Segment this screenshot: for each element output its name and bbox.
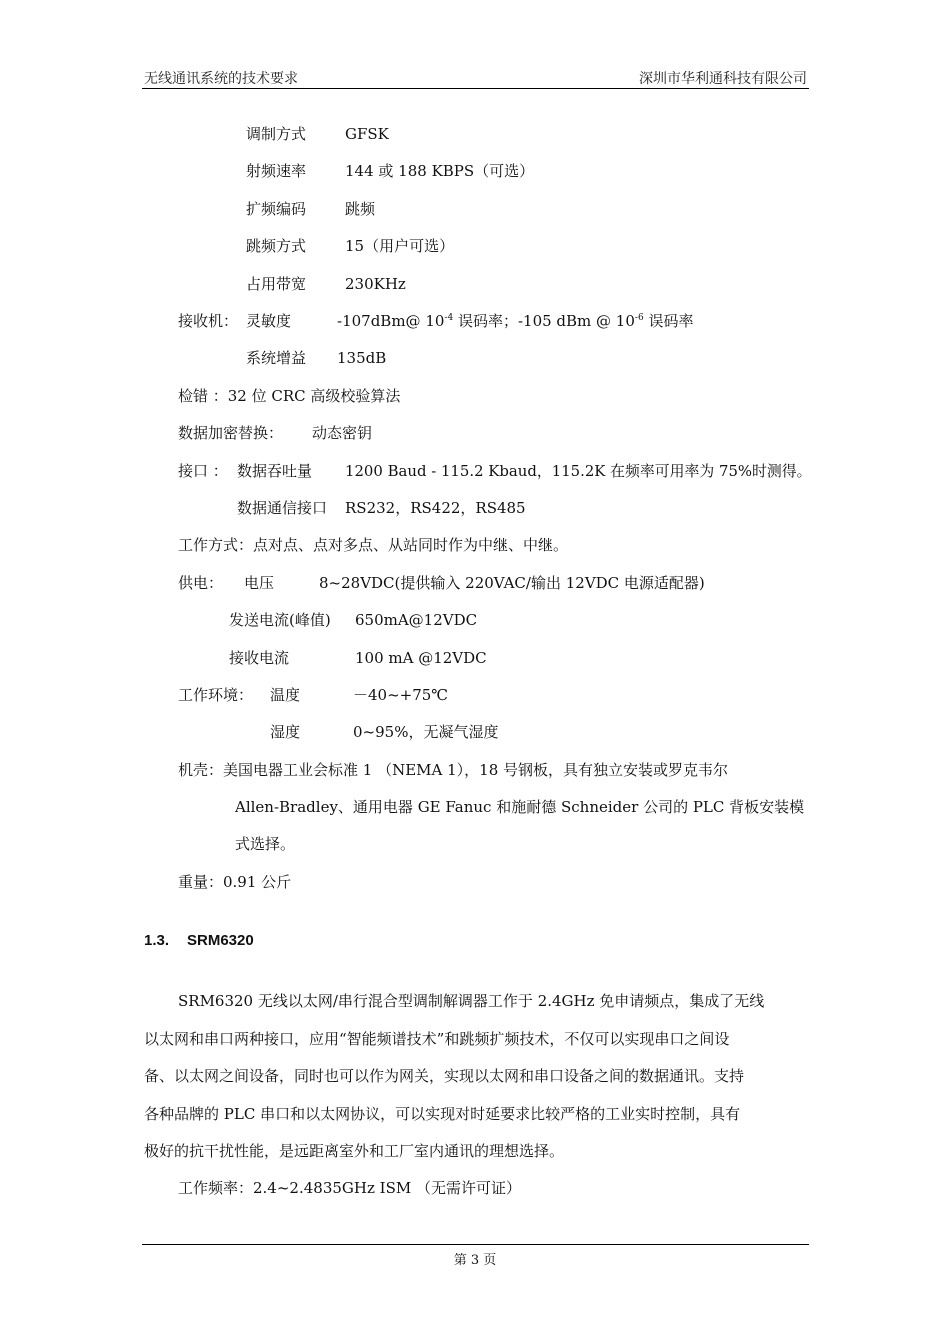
interface-prefix: 接口 ：	[178, 462, 228, 480]
encryption-label: 数据加密替换：	[178, 424, 284, 442]
enclosure-line-1: 机壳：美国电器工业会标准 1 （NEMA 1），18 号钢板，具有独立安装或罗克韦尔	[178, 761, 729, 779]
frequency-line: 工作频率：2.4~2.4835GHz ISM （无需许可证）	[178, 1179, 521, 1197]
environment-prefix: 工作环境：	[178, 686, 254, 704]
tx-current-label: 发送电流(峰值)	[229, 611, 331, 629]
spread-coding-value: 跳频	[345, 200, 376, 218]
weight-line: 重量：0.91 公斤	[178, 873, 292, 891]
temperature-label: 温度	[270, 686, 301, 704]
hop-mode-label: 跳频方式	[246, 237, 307, 255]
paragraph-line-4: 各种品牌的 PLC 串口和以太网协议，可以实现对时延要求比较严格的工业实时控制，具有	[144, 1105, 741, 1123]
error-check-line: 检错 ：32 位 CRC 高级校验算法	[178, 387, 401, 405]
modulation-value: GFSK	[345, 125, 389, 143]
rx-current-value: 100 mA @12VDC	[355, 649, 487, 667]
throughput-label: 数据吞吐量	[237, 462, 313, 480]
section-title: SRM6320	[187, 932, 254, 949]
enclosure-line-2: Allen-Bradley、通用电器 GE Fanuc 和施耐德 Schneider 公司的 PLC 背板安装模	[235, 798, 805, 816]
humidity-label: 湿度	[270, 723, 301, 741]
comm-interface-value: RS232，RS422，RS485	[345, 499, 526, 517]
sensitivity-exponent-b: -6	[634, 313, 644, 323]
receiver-prefix: 接收机：	[178, 312, 239, 330]
footer-divider	[142, 1244, 809, 1245]
header-company: 深圳市华利通科技有限公司	[639, 71, 807, 87]
power-prefix: 供电：	[178, 574, 224, 592]
section-heading	[144, 932, 254, 949]
modulation-label: 调制方式	[246, 125, 307, 143]
spread-coding-label: 扩频编码	[246, 200, 307, 218]
section-number: 1.3.	[144, 932, 170, 949]
tx-current-value: 650mA@12VDC	[355, 611, 478, 629]
comm-interface-label: 数据通信接口	[237, 499, 328, 517]
encryption-value: 动态密钥	[312, 424, 373, 442]
bandwidth-value: 230KHz	[345, 275, 406, 293]
hop-mode-value: 15（用户可选）	[345, 237, 455, 255]
enclosure-line-3: 式选择。	[235, 835, 296, 853]
work-mode-line: 工作方式：点对点、点对多点、从站同时作为中继、中继。	[178, 536, 569, 554]
voltage-value: 8~28VDC(提供输入 220VAC/输出 12VDC 电源适配器)	[319, 574, 705, 592]
throughput-value: 1200 Baud - 115.2 Kbaud，115.2K 在频率可用率为 75%时测得。	[345, 462, 812, 480]
header-divider	[142, 88, 809, 89]
bandwidth-label: 占用带宽	[246, 275, 307, 293]
rx-current-label: 接收电流	[229, 649, 290, 667]
humidity-value: 0~95%，无凝气湿度	[353, 723, 499, 741]
paragraph-line-3: 备、以太网之间设备，同时也可以作为网关，实现以太网和串口设备之间的数据通讯。支持	[144, 1067, 745, 1085]
paragraph-line-5: 极好的抗干扰性能，是远距离室外和工厂室内通讯的理想选择。	[144, 1142, 565, 1160]
sensitivity-value: -107dBm@ $10^{-4}$ 误码率；-105 dBm @ $10^{-6}$ 误码率	[337, 312, 694, 330]
header-title: 无线通讯系统的技术要求	[144, 71, 298, 87]
paragraph-line-1: SRM6320 无线以太网/串行混合型调制解调器工作于 2.4GHz 免申请频点，集成了无线	[178, 992, 765, 1010]
temperature-value: －40~+75℃	[353, 686, 449, 704]
sensitivity-exponent-a: -4	[444, 313, 454, 323]
voltage-label: 电压	[244, 574, 275, 592]
rf-rate-label: 射频速率	[246, 162, 307, 180]
system-gain-label: 系统增益	[246, 349, 307, 367]
paragraph-line-2: 以太网和串口两种接口，应用“智能频谱技术”和跳频扩频技术，不仅可以实现串口之间设	[144, 1030, 730, 1048]
system-gain-value: 135dB	[337, 349, 387, 367]
sensitivity-label: 灵敏度	[246, 312, 292, 330]
rf-rate-value: 144 或 188 KBPS（可选）	[345, 162, 535, 180]
page-number: 第 3 页	[453, 1253, 497, 1268]
